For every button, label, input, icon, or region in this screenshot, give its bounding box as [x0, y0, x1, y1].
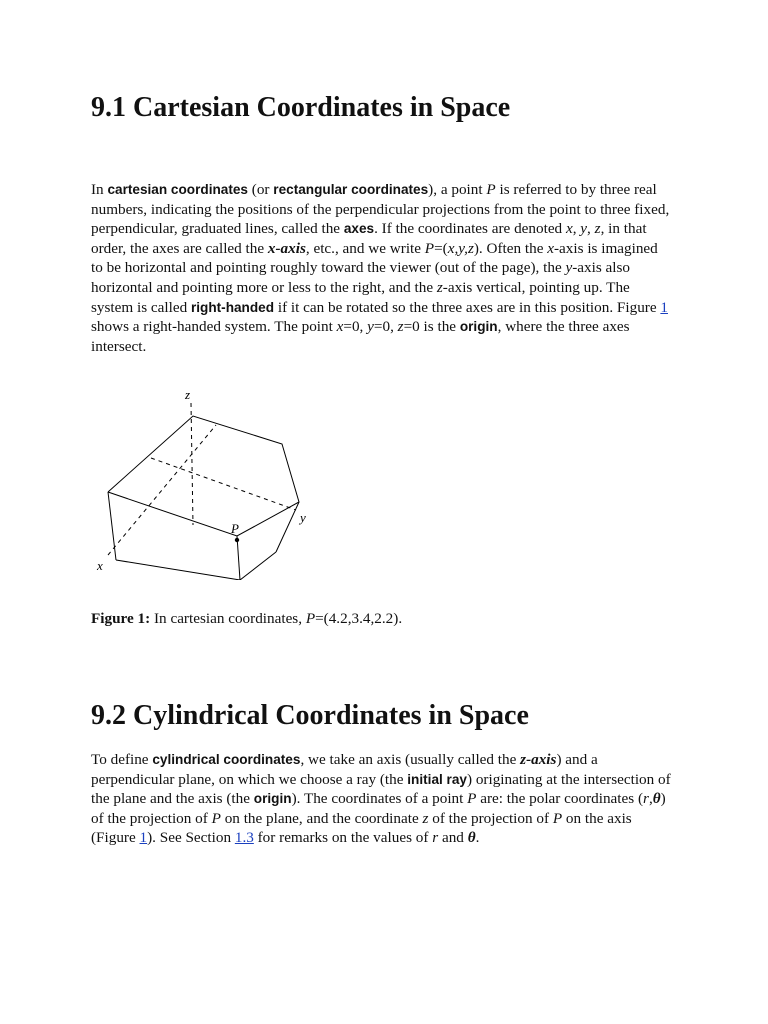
figure-1-link[interactable]: 1 [660, 298, 668, 316]
axes [108, 403, 296, 555]
box-edge-bottom-right [240, 552, 276, 580]
figure-1-link-2[interactable]: 1 [139, 829, 148, 847]
box-edge-front-left [108, 492, 116, 560]
term-initial-ray: initial ray [407, 771, 467, 787]
cartesian-box-diagram [96, 385, 316, 580]
point-p-dot [235, 538, 239, 542]
z-axis-label: z [185, 387, 191, 402]
x-axis-label: x [97, 558, 103, 573]
y-axis-label: y [300, 510, 306, 525]
figure-caption-label: Figure 1: [91, 610, 151, 627]
term-cartesian-coordinates: cartesian coordinates [107, 182, 248, 197]
section-heading-cylindrical: 9.2 Cylindrical Coordinates in Space [91, 700, 529, 731]
cylindrical-paragraph: To define cylindrical coordinates, we take an axis (usually called the z-axis) and a perpendicular plane, on which we choose a ray (the initial ray) originating at the intersection of the plane and the axis (the origin). The coordinates of a point P are: the polar coordinates (r,θ) of the projection of P on the plane, and the coordinate z of the projection of P on the axis (Figure 1). See Section 1.3 for remarks on the values of r and θ. [91, 751, 671, 847]
theta-symbol-2: θ [467, 829, 476, 847]
box-top-face [108, 416, 299, 536]
term-rectangular-coordinates: rectangular coordinates [273, 182, 429, 197]
section-heading-cartesian: 9.1 Cartesian Coordinates in Space [91, 92, 511, 123]
point-p-label: P [231, 521, 239, 536]
term-origin: origin [459, 319, 498, 335]
box-edge-bottom-front [116, 560, 240, 580]
term-origin-2: origin [253, 791, 292, 807]
theta-symbol: θ [652, 790, 661, 808]
term-cylindrical-coordinates: cylindrical coordinates [152, 752, 301, 767]
box-edge-front [237, 536, 240, 580]
figure-cartesian-box [96, 385, 316, 580]
term-right-handed: right-handed [190, 299, 275, 315]
figure-1-caption: Figure 1: In cartesian coordinates, P=(4.2,3.4,2.2). [91, 610, 403, 627]
term-axes: axes [343, 221, 375, 237]
z-axis-line [191, 403, 193, 525]
y-axis-line [151, 458, 296, 510]
x-axis-line [108, 425, 216, 555]
box-edges [108, 416, 299, 580]
cartesian-paragraph: In cartesian coordinates (or rectangular coordinates), a point P is referred to by three real numbers, indicating the positions of the perpendicular projections from the point to three fixed, perpendicular, graduated lines, called the axes. If the coordinates are denoted x, y, z, in that order, the axes are called the x-axis, etc., and we write P=(x,y,z). Often the x-axis is imagined to be horizontal and pointing roughly toward the viewer (out of the page), the y-axis also horizontal and pointing more or less to the right, and the z-axis vertical, pointing up. The system is called right-handed if it can be rotated so the three axes are in this position. Figure 1 shows a right-handed system. The point x=0, y=0, z=0 is the origin, where the three axes intersect. [91, 181, 670, 355]
term-z-axis: z-axis [520, 751, 557, 768]
term-x-axis: x-axis [267, 239, 306, 257]
section-1-3-link[interactable]: 1.3 [234, 829, 254, 847]
